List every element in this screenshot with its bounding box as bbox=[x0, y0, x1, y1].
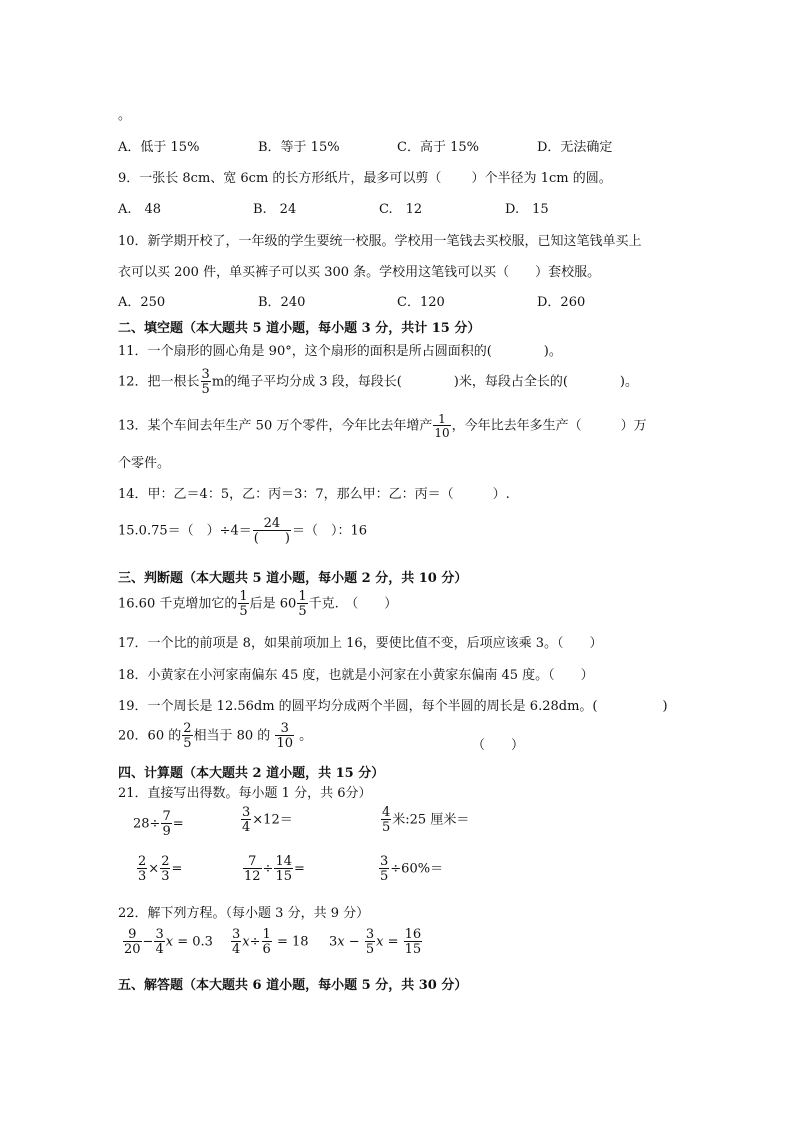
q10-option-b: B．240 bbox=[258, 295, 306, 310]
q9-option-a: A. 48 bbox=[118, 202, 162, 217]
q22-eq2-post: = 18 bbox=[276, 934, 309, 950]
q20-answer-blank: （ ） bbox=[472, 738, 525, 753]
q19-question: 19．一个周长是 12.56dm 的圆平均分成两个半圆，每个半圆的周长是 6.28dm。( ) bbox=[118, 699, 668, 714]
q12-post: 的绳子平均分成 3 段，每段长( )米，每段占全长的( )。 bbox=[224, 374, 638, 390]
q22-eq3-var2: x bbox=[376, 934, 384, 950]
q15-pre: 15.0.75＝（ ）÷4＝ bbox=[118, 523, 252, 539]
q15-num: 24 bbox=[263, 516, 281, 531]
q16-question bbox=[118, 590, 397, 618]
q21-e4-num2: 2 bbox=[161, 854, 170, 869]
q21-title: 21．直接写出得数。每小题 1 分，共 6分） bbox=[118, 786, 372, 801]
q21-expr-4 bbox=[136, 855, 182, 883]
q21-e6-num: 3 bbox=[380, 854, 389, 869]
section-judgment-heading: 三、判断题（本大题共 5 道小题，每小题 2 分，共 10 分） bbox=[118, 571, 468, 586]
q12-fraction bbox=[201, 368, 211, 396]
q12-unit: m bbox=[211, 374, 225, 390]
q12-num: 3 bbox=[201, 367, 210, 382]
section-fill-blank-heading: 二、填空题（本大题共 5 道小题，每小题 3 分，共计 15 分） bbox=[118, 321, 481, 336]
q22-eq2-d2: 6 bbox=[262, 942, 271, 957]
q9-question: 9．一张长 8cm、宽 6cm 的长方形纸片，最多可以剪（ ）个半径为 1cm 的圆。 bbox=[118, 171, 612, 186]
q21-e3-fraction bbox=[381, 806, 391, 834]
q21-expr-2 bbox=[240, 806, 293, 834]
q21-e4-fraction-1 bbox=[137, 855, 147, 883]
q22-eq2-fraction-1 bbox=[231, 928, 241, 956]
q22-eq1-fraction-1 bbox=[123, 928, 142, 956]
q16-fraction-1 bbox=[238, 590, 248, 618]
q20-question bbox=[118, 722, 312, 750]
q21-e6-post: ÷60%＝ bbox=[390, 861, 444, 877]
q21-e5-den1: 12 bbox=[244, 869, 261, 884]
q22-eq3-n1: 3 bbox=[365, 927, 375, 942]
q21-e3-den: 5 bbox=[382, 820, 391, 835]
q13-pre: 13．某个车间去年生产 50 万个零件，今年比去年增产 bbox=[118, 418, 433, 434]
q21-e1-num: 7 bbox=[162, 809, 171, 824]
q10-option-d: D．260 bbox=[537, 295, 586, 310]
q20-num1: 2 bbox=[183, 721, 192, 736]
q16-num1: 1 bbox=[239, 589, 248, 604]
q22-eq3-d2: 15 bbox=[404, 942, 422, 957]
q16-den1: 5 bbox=[239, 604, 248, 619]
q16-num2: 1 bbox=[298, 589, 307, 604]
q21-e5-op: ÷ bbox=[262, 861, 274, 877]
q16-fraction-2 bbox=[297, 590, 307, 618]
q21-e1-post: = bbox=[172, 816, 184, 832]
q22-equation-1 bbox=[122, 928, 213, 956]
q8-option-d: D．无法确定 bbox=[537, 140, 613, 155]
q21-e5-post: = bbox=[294, 861, 305, 877]
q22-eq3-var: x bbox=[337, 934, 345, 950]
q21-e4-post: = bbox=[171, 861, 183, 877]
q22-title: 22．解下列方程。（每小题 3 分，共 9 分） bbox=[118, 906, 370, 921]
q10-line1: 10．新学期开校了，一年级的学生要统一校服。学校用一笔钱去买校服，已知这笔钱单买上 bbox=[118, 234, 642, 249]
q22-eq2-fraction-2 bbox=[262, 928, 272, 956]
q21-e1-pre: 28÷ bbox=[133, 816, 161, 832]
q17-question: 17．一个比的前项是 8，如果前项加上 16，要使比值不变，后项应该乘 3。（ ） bbox=[118, 636, 603, 651]
q21-e5-num1: 7 bbox=[248, 854, 257, 869]
q21-e5-fraction-1 bbox=[243, 855, 262, 883]
q22-eq1-fraction-2 bbox=[154, 928, 164, 956]
q11-question: 11．一个扇形的圆心角是 90°，这个扇形的面积是所占圆面积的( )。 bbox=[118, 344, 562, 359]
top-mark: 。 bbox=[118, 108, 132, 123]
section-answer-heading: 五、解答题（本大题共 6 道小题，每小题 5 分，共 30 分） bbox=[118, 978, 468, 993]
q12-den: 5 bbox=[201, 382, 210, 397]
q21-e3-post: 米:25 厘米＝ bbox=[392, 812, 470, 828]
q8-option-b: B．等于 15% bbox=[258, 140, 340, 155]
q20-post: 。 bbox=[299, 728, 313, 744]
q22-eq2-d1: 4 bbox=[232, 942, 241, 957]
q22-eq3-d1: 5 bbox=[365, 942, 375, 957]
q21-e2-fraction bbox=[241, 806, 251, 834]
q16-pre: 16.60 千克增加它的 bbox=[118, 596, 238, 612]
q9-option-d: D. 15 bbox=[505, 202, 549, 217]
q21-e4-den1: 3 bbox=[138, 869, 147, 884]
q9-option-b: B. 24 bbox=[253, 202, 297, 217]
q16-mid: 后是 60 bbox=[249, 596, 297, 612]
q12-question bbox=[118, 368, 638, 396]
q16-den2: 5 bbox=[298, 604, 307, 619]
q21-e2-num: 3 bbox=[242, 805, 251, 820]
q9-option-c: C. 12 bbox=[379, 202, 423, 217]
q20-mid: 相当于 80 的 bbox=[193, 728, 271, 744]
q13-line2: 个零件。 bbox=[118, 456, 171, 471]
q21-e5-num2: 14 bbox=[275, 854, 292, 869]
q21-e4-fraction-2 bbox=[160, 855, 170, 883]
q22-eq1-d2: 4 bbox=[155, 942, 164, 957]
q13-post: ，今年比去年多生产（ ）万 bbox=[451, 418, 647, 434]
q13-den: 10 bbox=[434, 426, 450, 440]
q8-option-a: A．低于 15% bbox=[118, 140, 200, 155]
q10-option-c: C．120 bbox=[397, 295, 445, 310]
q22-eq3-fraction-2 bbox=[404, 928, 423, 956]
q21-e4-op: × bbox=[148, 861, 160, 877]
q12-pre: 12．把一根长 bbox=[118, 374, 200, 390]
q22-eq2-op: ÷ bbox=[249, 934, 261, 950]
q20-num2: 3 bbox=[280, 721, 289, 736]
q22-eq2-var: x bbox=[242, 934, 250, 950]
q21-expr-5 bbox=[242, 855, 305, 883]
q13-question bbox=[118, 413, 647, 439]
q21-expr-1 bbox=[133, 810, 184, 838]
q22-eq3-fraction-1 bbox=[365, 928, 375, 956]
section-calculation-heading: 四、计算题（本大题共 2 道小题，共 15 分） bbox=[118, 766, 385, 781]
q15-question bbox=[118, 517, 367, 545]
q13-fraction bbox=[433, 413, 450, 439]
q22-eq1-d1: 20 bbox=[124, 942, 141, 957]
q20-den2: 10 bbox=[276, 736, 293, 751]
q22-equation-3 bbox=[329, 928, 423, 956]
q22-eq1-post: = 0.3 bbox=[177, 934, 213, 950]
q22-eq1-n1: 9 bbox=[128, 927, 137, 942]
q21-e4-den2: 3 bbox=[161, 869, 170, 884]
q21-e6-den: 5 bbox=[380, 869, 389, 884]
q15-post: ＝（ ）：16 bbox=[291, 523, 367, 539]
q20-den1: 5 bbox=[183, 736, 192, 751]
q21-e3-num: 4 bbox=[382, 805, 391, 820]
q21-e1-fraction bbox=[161, 810, 171, 838]
q22-eq3-eq: = bbox=[387, 934, 399, 950]
q22-eq2-n2: 1 bbox=[262, 927, 271, 942]
q21-e2-post: ×12＝ bbox=[252, 812, 293, 828]
q22-eq2-n1: 3 bbox=[232, 927, 241, 942]
q22-eq3-n2: 16 bbox=[404, 927, 422, 942]
q22-eq1-var: x bbox=[165, 934, 174, 950]
q21-e1-den: 9 bbox=[162, 824, 171, 839]
q21-e6-fraction bbox=[379, 855, 389, 883]
q21-e4-num1: 2 bbox=[138, 854, 147, 869]
q21-expr-6 bbox=[378, 855, 443, 883]
q20-pre: 20．60 的 bbox=[118, 728, 182, 744]
q21-e5-fraction-2 bbox=[274, 855, 293, 883]
q8-option-c: C．高于 15% bbox=[397, 140, 479, 155]
q22-eq3-pre: 3 bbox=[329, 934, 338, 950]
q14-question: 14．甲：乙＝4：5，乙：丙＝3：7，那么甲：乙：丙＝（ ）. bbox=[118, 487, 510, 502]
q21-expr-3 bbox=[380, 806, 469, 834]
q22-eq1-op: − bbox=[142, 934, 154, 950]
q22-eq3-op: − bbox=[348, 934, 360, 950]
q22-eq1-n2: 3 bbox=[155, 927, 164, 942]
q20-fraction-1 bbox=[182, 722, 192, 750]
q20-fraction-2 bbox=[275, 722, 294, 750]
q10-option-a: A．250 bbox=[118, 295, 166, 310]
q21-e5-den2: 15 bbox=[275, 869, 292, 884]
q15-den: ( ) bbox=[253, 531, 290, 546]
q15-fraction bbox=[253, 517, 291, 545]
q13-num: 1 bbox=[438, 412, 446, 426]
q21-e2-den: 4 bbox=[242, 820, 251, 835]
q16-post: 千克. （ ） bbox=[308, 596, 398, 612]
q22-equation-2 bbox=[230, 928, 309, 956]
q10-line2: 衣可以买 200 件，单买裤子可以买 300 条。学校用这笔钱可以买（ ）套校服。 bbox=[118, 265, 601, 280]
q18-question: 18．小黄家在小河家南偏东 45 度，也就是小河家在小黄家东偏南 45 度。（ ） bbox=[118, 668, 594, 683]
